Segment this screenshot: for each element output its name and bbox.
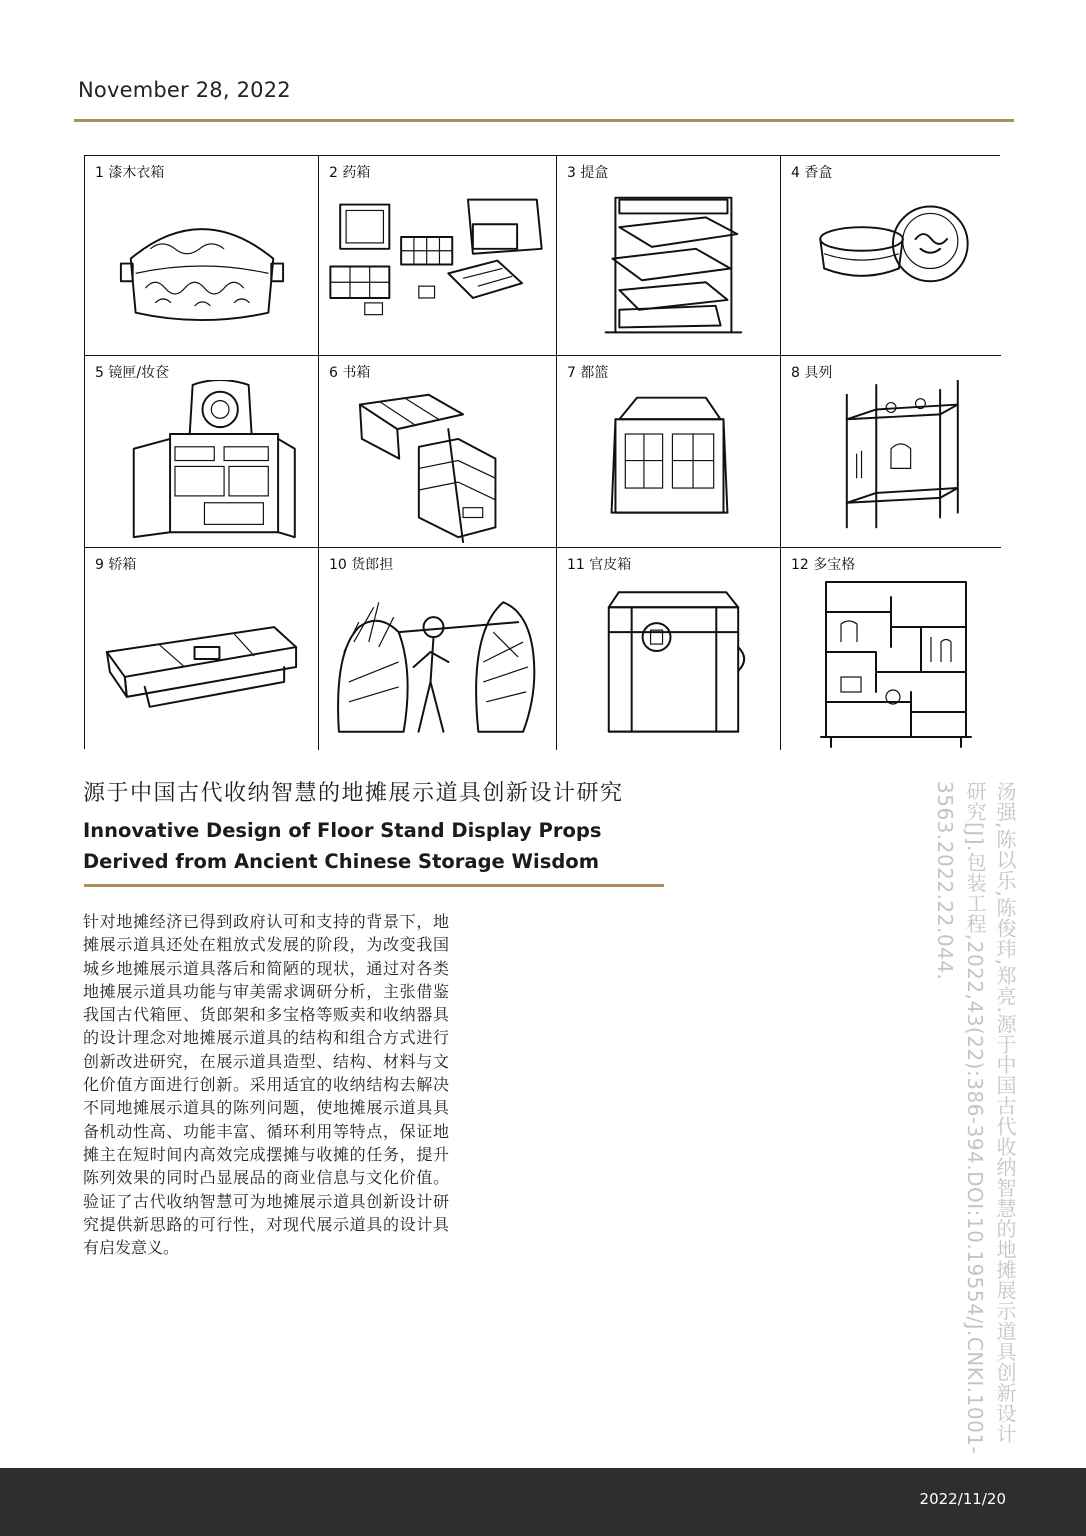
figure-cell-label: 5 镜匣/妆奁 bbox=[95, 365, 170, 381]
figure-cell-label: 3 提盒 bbox=[567, 165, 609, 181]
peddler-illustration bbox=[319, 572, 556, 748]
figure-cell-8 bbox=[781, 356, 1001, 548]
header-date: November 28, 2022 bbox=[78, 78, 291, 102]
curio-shelf-illustration bbox=[781, 572, 1001, 748]
article-abstract: 针对地摊经济已得到政府认可和支持的背景下，地摊展示道具还处在粗放式发展的阶段，为改变我国城乡地摊展示道具落后和简陋的现状，通过对各类地摊展示道具功能与审美需求调研分析，主张借鉴我国古代箱匣、货郎架和多宝格等贩卖和收纳器具的设计理念对地摊展示道具的结构和组合方式进行创新改进研究，在展示道具造型、结构、材料与文化价值方面进行创新。采用适宜的收纳结构去解决不同地摊展示道具的陈列问题，使地摊展示道具具备机动性高、功能丰富、循环利用等特点，保证地摊主在短时间内高效完成摆摊与收摊的任务，提升陈列效果的同时凸显展品的商业信息与文化价值。验证了古代收纳智慧可为地摊展示道具创新设计研究提供新思路的可行性，对现代展示道具的设计具有启发意义。 bbox=[83, 912, 449, 1258]
figure-cell-label: 12 多宝格 bbox=[791, 557, 856, 573]
storage-figure-grid bbox=[84, 155, 1000, 749]
figure-cell-3 bbox=[557, 156, 781, 356]
figure-cell-12 bbox=[781, 548, 1001, 750]
figure-cell-7 bbox=[557, 356, 781, 548]
mirror-case-illustration bbox=[85, 380, 318, 545]
figure-cell-label: 4 香盒 bbox=[791, 165, 833, 181]
sedan-case-illustration bbox=[85, 572, 318, 748]
figure-cell-label: 6 书箱 bbox=[329, 365, 371, 381]
figure-cell-9 bbox=[85, 548, 319, 750]
figure-cell-10 bbox=[319, 548, 557, 750]
figure-cell-5 bbox=[85, 356, 319, 548]
display-rack-illustration bbox=[781, 380, 1001, 545]
title-divider bbox=[84, 884, 664, 887]
official-chest-illustration bbox=[557, 572, 780, 748]
page-footer bbox=[0, 1468, 1086, 1536]
article-title-chinese: 源于中国古代收纳智慧的地摊展示道具创新设计研究 bbox=[83, 781, 624, 806]
incense-box-illustration bbox=[781, 180, 1001, 353]
figure-cell-label: 2 药箱 bbox=[329, 165, 371, 181]
book-case-illustration bbox=[319, 380, 556, 545]
lacquer-chest-illustration bbox=[85, 180, 318, 353]
carrying-box-illustration bbox=[557, 180, 780, 353]
figure-cell-label: 10 货郎担 bbox=[329, 557, 394, 573]
figure-cell-label: 11 官皮箱 bbox=[567, 557, 632, 573]
figure-cell-label: 8 具列 bbox=[791, 365, 833, 381]
medicine-box-illustration bbox=[319, 180, 556, 353]
header-divider bbox=[74, 119, 1014, 122]
footer-date: 2022/11/20 bbox=[919, 1490, 1006, 1508]
figure-cell-6 bbox=[319, 356, 557, 548]
figure-cell-1 bbox=[85, 156, 319, 356]
figure-cell-2 bbox=[319, 156, 557, 356]
article-title-english: Innovative Design of Floor Stand Display Props Derived from Ancient Chinese Storage Wisdom bbox=[83, 819, 602, 873]
basket-illustration bbox=[557, 380, 780, 545]
figure-cell-label: 9 轿箱 bbox=[95, 557, 137, 573]
citation-vertical: 汤强,陈以乐,陈俊玮,郑亮.源于中国古代收纳智慧的地摊展示道具创新设计研究[J].包装工程,2022,43(22):386-394.DOI:10.19554/J.CNKI.1001-3563.2022.22.044. bbox=[933, 781, 1017, 1455]
figure-cell-11 bbox=[557, 548, 781, 750]
figure-cell-label: 7 都篮 bbox=[567, 365, 609, 381]
figure-cell-4 bbox=[781, 156, 1001, 356]
figure-cell-label: 1 漆木衣箱 bbox=[95, 165, 165, 181]
